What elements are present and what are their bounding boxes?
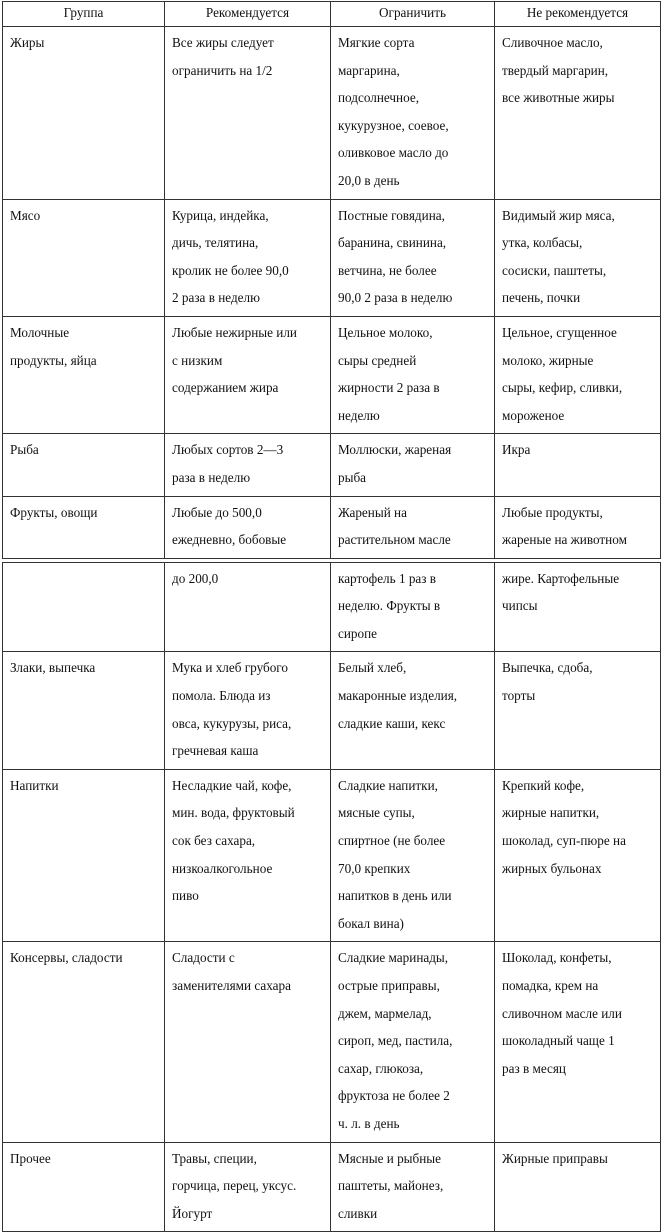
table-row [3,769,661,942]
diet-table [2,1,661,1232]
cell-group: Рыба [3,434,165,496]
cell-recommended: Травы, специи, горчица, перец, уксус. Йогурт [165,1142,331,1232]
table-row [3,652,661,769]
cell-recommended: Любые до 500,0 ежедневно, бобовые [165,496,331,558]
cell-recommended: Курица, индейка, дичь, телятина, кролик не более 90,0 2 раза в неделю [165,199,331,316]
cell-group: Мясо [3,199,165,316]
table-row [3,27,661,200]
header-not-recommended: Не рекомендуется [495,2,661,27]
cell-not-recommended: Сливочное масло, твердый маргарин, все животные жиры [495,27,661,200]
cell-recommended: Мука и хлеб грубого помола. Блюда из овса, кукурузы, риса, гречневая каша [165,652,331,769]
table-row [3,1142,661,1232]
cell-recommended: Несладкие чай, кофе, мин. вода, фруктовый сок без сахара, низкоалкогольное пиво [165,769,331,942]
cell-not-recommended: Видимый жир мяса, утка, колбасы, сосиски, паштеты, печень, почки [495,199,661,316]
cell-not-recommended: Крепкий кофе, жирные напитки, шоколад, суп-пюре на жирных бульонах [495,769,661,942]
cell-limit: Цельное молоко, сыры средней жирности 2 раза в неделю [331,316,495,433]
cell-limit: картофель 1 раз в неделю. Фрукты в сиропе [331,562,495,652]
cell-recommended: Любых сортов 2—3 раза в неделю [165,434,331,496]
cell-not-recommended: Икра [495,434,661,496]
cell-not-recommended: Цельное, сгущенное молоко, жирные сыры, кефир, сливки, мороженое [495,316,661,433]
cell-limit: Жареный на растительном масле [331,496,495,558]
cell-group: Жиры [3,27,165,200]
table-row [3,942,661,1142]
table-row [3,199,661,316]
cell-limit: Мягкие сорта маргарина, подсолнечное, кукурузное, соевое, оливковое масло до 20,0 в день [331,27,495,200]
cell-recommended: Сладости с заменителями сахара [165,942,331,1142]
cell-recommended: Любые нежирные или с низким содержанием жира [165,316,331,433]
cell-not-recommended: Жирные приправы [495,1142,661,1232]
header-recommended: Рекомендуется [165,2,331,27]
cell-group: Злаки, выпечка [3,652,165,769]
cell-limit: Сладкие напитки, мясные супы, спиртное (не более 70,0 крепких напитков в день или бокал вина) [331,769,495,942]
table-header-row [3,2,661,27]
cell-recommended: до 200,0 [165,562,331,652]
table-row [3,434,661,496]
cell-limit: Сладкие маринады, острые приправы, джем, мармелад, сироп, мед, пастила, сахар, глюкоза, фруктоза не более 2 ч. л. в день [331,942,495,1142]
cell-group: Прочее [3,1142,165,1232]
cell-not-recommended: Выпечка, сдоба, торты [495,652,661,769]
cell-limit: Белый хлеб, макаронные изделия, сладкие каши, кекс [331,652,495,769]
cell-group: Фрукты, овощи [3,496,165,558]
cell-group [3,562,165,652]
cell-group: Напитки [3,769,165,942]
cell-not-recommended: жире. Картофельные чипсы [495,562,661,652]
cell-group: Молочные продукты, яйца [3,316,165,433]
cell-group: Консервы, сладости [3,942,165,1142]
table-row [3,316,661,433]
cell-recommended: Все жиры следует ограничить на 1/2 [165,27,331,200]
table-row [3,562,661,652]
cell-not-recommended: Любые продукты, жареные на животном [495,496,661,558]
header-limit: Ограничить [331,2,495,27]
cell-limit: Моллюски, жареная рыба [331,434,495,496]
table-row [3,496,661,558]
cell-limit: Мясные и рыбные паштеты, майонез, сливки [331,1142,495,1232]
header-group: Группа [3,2,165,27]
cell-limit: Постные говядина, баранина, свинина, ветчина, не более 90,0 2 раза в неделю [331,199,495,316]
document-page [2,1,661,1232]
cell-not-recommended: Шоколад, конфеты, помадка, крем на сливочном масле или шоколадный чаще 1 раз в месяц [495,942,661,1142]
